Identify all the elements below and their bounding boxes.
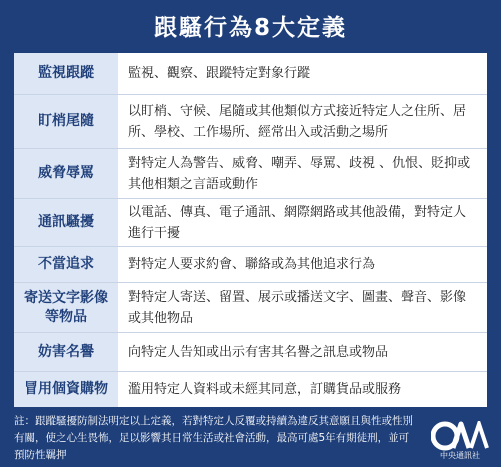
logo-subtitle: 中央通訊社 [440, 451, 480, 460]
description-text: 對特定人為警告、威脅、嘲弄、辱罵、歧視 、仇恨、貶抑或其他相類之言語或動作 [128, 155, 471, 192]
cna-logo-icon [431, 421, 489, 451]
category-label: 妨害名譽 [14, 333, 118, 370]
page-title: 跟騷行為8大定義 [153, 14, 347, 41]
table-row [14, 372, 487, 407]
category-label: 寄送文字影像等物品 [14, 283, 118, 332]
category-label: 通訊騷擾 [14, 199, 118, 246]
category-label: 冒用個資購物 [14, 372, 118, 407]
description-text: 向特定人告知或出示有害其名譽之訊息或物品 [128, 344, 389, 360]
description-text: 對特定人要求約會、聯絡或為其他追求行為 [128, 257, 376, 273]
table-row [14, 149, 487, 199]
description-text: 監視、觀察、跟蹤特定對象行蹤 [128, 66, 311, 82]
definitions-table [14, 53, 487, 407]
table-row [14, 199, 487, 247]
table-row [14, 247, 487, 283]
category-label: 威脅辱罵 [14, 149, 118, 198]
table-row [14, 53, 487, 95]
description-text: 濫用特定人資料或未經其同意，訂購貨品或服務 [128, 381, 402, 397]
category-label: 監視跟蹤 [14, 53, 118, 94]
description-text: 以盯梢、守候、尾隨或其他類似方式接近特定人之住所、居所、學校、工作場所、經常出入或活動之場所 [128, 103, 467, 140]
footnote: 註：跟蹤騷擾防制法明定以上定義，若對特定人反覆或持續為違反其意願且與性或性別有關，使之心生畏怖，足以影響其日常生活或社會活動，最高可處5年有期徒刑，並可預防性羈押 [14, 415, 413, 461]
category-label: 不當追求 [14, 247, 118, 282]
description-text: 對特定人寄送、留置、展示或播送文字、圖畫、聲音、影像或其他物品 [128, 289, 467, 326]
category-label: 盯梢尾隨 [14, 95, 118, 148]
description-text: 以電話、傳真、電子通訊、網際網路或其他設備，對特定人進行干擾 [128, 204, 467, 241]
table-row [14, 283, 487, 333]
table-row [14, 95, 487, 149]
table-row [14, 333, 487, 371]
cna-logo [430, 421, 490, 465]
